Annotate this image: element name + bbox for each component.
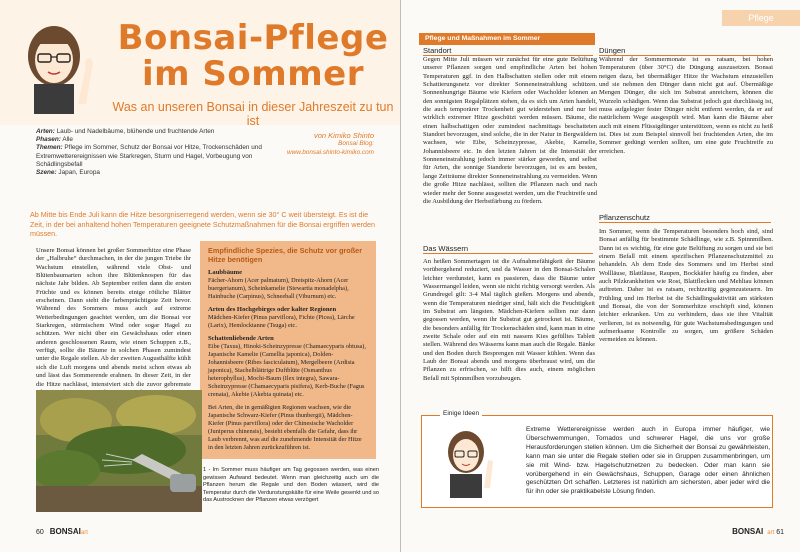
- ideas-box-label: Einige Ideen: [440, 410, 482, 417]
- standort-heading: Standort: [423, 46, 452, 55]
- article-meta: [36, 128, 276, 177]
- body-text: Unsere Bonsai können bei großer Sommerhitze eine Phase der „Halbruhe“ durchmachen, in der die jungen Triebe ihr Wachstum einstellen, während viele Obst- und Blütenbaumarten schon ihre Blütenknospen für das nächste Jahr bilden. Ab September reifen dann die ersten Früchte und es können bereits einige rötliche Blätter erscheinen. Dann steht die farbenprächtigste Zeit bevor. Während des Sommers muss auch auf extreme Wetterbedingungen geachtet werden, um die Bonsai vor Starkregen, stürmischem Wind oder sogar Hagel zu schützen. Wer nicht über ein Gewächshaus oder einen anderen geschlossenen Raum, wie einen Schuppen z.B., verfügt, sollte die Bäume in solchen Phasen zumindest unter die Regale stellen. Ab der zweiten Augusthälfte kühlt sich die Luft morgens und abends meist schon etwas ab und lässt das Sommerende erahnen. In dieser Zeit, in der die Hitze nachlässt, intensiviert sich die zuvor gebremste: [36, 247, 191, 388]
- left-footer: [36, 527, 88, 536]
- lead-paragraph: Ab Mitte bis Ende Juli kann die Hitze besorgniserregend werden, wenn sie 30° C weit übersteigt. Es ist die Zeit, in der bei anhaltend hohen Temperaturen geeignete Schutzmaßnahmen für die Bonsai ergriffen werden müssen.: [30, 210, 375, 239]
- magazine-logo-suffix-left: art: [80, 530, 88, 536]
- sidebar-heading-hochgebirge: Arten des Hochgebirges oder kalter Regionen: [208, 306, 337, 314]
- sidebar-heading-schatten: Schattenliebende Arten: [208, 335, 274, 343]
- wassern-column: [423, 258, 595, 383]
- page-number-left: 60: [36, 529, 44, 536]
- pflanzenschutz-text: Im Sommer, wenn die Temperaturen besonders hoch sind, sind Bonsai anfällig für bestimmte Schädlinge, wie z.B. Spinnmilben. Dann ist es wichtig, für eine gute Belüftung zu sorgen und sie bei einem Befall mit einem spezifischen Pflanzenschutzmittel zu behandeln. Ab dem Ende des Sommers und im Herbst sind Wollläuse, Blattläuse, Raupen, Bockkäfer häufig zu finden, aber auch Pilzkrankheiten wie Rost, Blattflecken und Mehltau können auftreten. Daher ist es ratsam, rechtzeitig gegenzusteuern. Im Frühling und im Herbst ist die Schädlingsaktivität am stärksten und Bonsai, die von der Sommerhitze erschöpft sind, können leichter erkranken. Um zu verhindern, dass sie ihre Vitalität verlieren, ist es notwendig, für gute Wachstumsbedingungen und aufmerksame Kontrolle zu sorgen, um größere Schäden vermeiden zu können.: [599, 228, 773, 344]
- article-subtitle: Was an unseren Bonsai in dieser Jahreszeit zu tun ist: [112, 100, 394, 128]
- author-name: von Kimiko Shinto: [313, 131, 374, 140]
- article-title: [108, 20, 398, 92]
- ideas-avatar-illustration: [440, 426, 496, 498]
- sidebar-text-schatten: Eibe (Taxus), Hinoki-Scheinzypresse (Chamaecyparis obtusa), Japanische Kamelie (Camellia japonica), Dolden-Johannisbeere (Ribes fasciculatum), Mergelbeere (Ardisia japonica), Stachelblättrige Duftblüte (Osmanthus heterophyllus), Mochi-Baum (Ilex integra), Sawara-Scheinzypresse (Chamaecyparis pisifera), Kerb-Buche (Fagus crenata), Akebie (Akebia quinata) etc.: [208, 343, 366, 399]
- pflanzenschutz-rule: [599, 222, 771, 223]
- author-avatar-illustration: [8, 14, 100, 114]
- magazine-logo-right: BONSAI: [732, 527, 764, 536]
- wassern-text: An heißen Sommertagen ist die Aufnahmefähigkeit der Bäume vorübergehend reduziert, und da Wasser in den Bonsai-Schalen leichter verdunstet, kann es passieren, dass die Bäume unter Wassermangel leiden, wenn sie nicht richtig versorgt werden. Als Grundregel gilt: 3-4 Mal täglich gießen. Morgens und abends, wenn die Temperaturen niedriger sind, hält sich die Feuchtigkeit im Substrat am längsten. Mädchen-Kiefern sollten nur dann gegossen werden, wenn ihr Substrat gut getrocknet ist. Bäume, die besonders anfällig für Trockenschäden sind, kann man in eine zweite Schale oder auf ein mit nassem Kies gefülltes Tablett stellen. Während des Wässerns kann man auch die Regale. Bänke und den Boden durch Besprengen mit Wasser kühlen. Wenn das Laub der Bonsai abends und morgens überbraust wird, um die Pflanzen zu erfrischen, so hilft dies auch, einem möglichen Befall mit Spinnmilben vorzubeugen.: [423, 258, 595, 382]
- duengen-heading: Düngen: [599, 46, 626, 55]
- watering-photo: [36, 390, 202, 512]
- sidebar-text-laubbaeume: Fächer-Ahorn (Acer palmatum), Dreispitz-Ahorn (Acer buergerianum), Scheinkamelie (Stewartia monadelpha), Hainbuche (Carpinus), Schneeball (Viburnum) etc.: [208, 277, 349, 301]
- pflanzenschutz-heading: Pflanzenschutz: [599, 213, 650, 222]
- meta-themen: Themen: Pflege im Sommer, Schutz der Bonsai vor Hitze, Trockenschäden und Extremwetterereignissen wie Starkregen, Sturm und Hagel, Vorbeugung von Schädlingsbefall: [36, 144, 262, 168]
- meta-szene: Szene: Japan, Europa: [36, 169, 100, 177]
- ideas-box: [421, 410, 773, 508]
- article-title-line2: im Sommer: [142, 54, 364, 94]
- photo-caption: 1 - Im Sommer muss häufiger am Tag gegossen werden, was einen gewissen Aufwand bedeutet. Wenn man gleichzeitig auch um die Pflanzen herum die Regale und den Boden wässert, wird die Temperatur durch die Verdunstungskälte für eine Weile gesenkt und so das Austrocknen der Pflanzen etwas verzögert: [203, 467, 379, 504]
- standort-column: [423, 56, 597, 206]
- blog-label: Bonsai Blog:: [338, 140, 374, 148]
- meta-phasen: Phasen: Alle: [36, 136, 73, 144]
- sidebar-title: Empfindliche Spezies, die Schutz vor großer Hitze benötigen: [208, 246, 363, 264]
- meta-arten: Arten: Laub- und Nadelbäume, blühende und fruchtende Arten: [36, 128, 215, 135]
- magazine-logo-left: BONSAI: [49, 527, 81, 536]
- wassern-rule: [423, 253, 593, 254]
- sidebar-text-hochgebirge: Mädchen-Kiefer (Pinus parviflora), Fichte (Picea), Lärche (Larix), Hemlocktanne (Tsuga) etc.: [208, 314, 355, 330]
- sidebar-heading-laubbaeume: Laubbäume: [208, 269, 243, 277]
- wassern-heading: Das Wässern: [423, 244, 469, 253]
- duengen-column: [599, 56, 773, 156]
- article-title-line1: Bonsai-Pflege: [117, 18, 389, 58]
- right-footer: [732, 527, 784, 536]
- species-sidebar: [200, 241, 376, 459]
- author-block: [282, 132, 374, 157]
- blog-url[interactable]: www.bonsai.shinto-kimiko.com: [286, 148, 374, 156]
- section-tab: Pflege: [722, 10, 800, 26]
- magazine-logo-suffix-right: art: [767, 530, 775, 536]
- right-page: [401, 0, 800, 552]
- sidebar-endnote: Bei Arten, die in gemäßigten Regionen wachsen, wie die Japanische Schwarz-Kiefer (Pinus thunbergii), Mädchen-Kiefer (Pinus parviflora) oder der Chinesische Wacholder (Juniperus chinensis), besteht ebenfalls die Gefahr, dass ihr Laub verbrennt, was auf die zunehmende Intensität der Hitze in den letzten Jahren zurückzuführen ist.: [208, 404, 362, 452]
- ideas-box-text: Extreme Wetterereignisse werden auch in Europa immer häufiger, wie Überschwemmungen, Tornados und schwerer Hagel, die uns vor große Herausforderungen stellen können. Um die Sicherheit der Bonsai zu gewährleisten, kann man sie unter die Regale stellen oder sie in Gruppen zusammenbringen, um sie mit Wind- bzw. Hagelschutznetzen zu bedecken. Oder man kann sie vorübergehend in ein Gewächshaus, Schuppen, Garage oder einen ähnlichen geschützten Ort schaffen. Letzteres ist natürlich am sichersten, aber jeder wird die für ihn oder sie praktikabelste Lösung finden.: [526, 426, 770, 496]
- page-number-right: 61: [776, 529, 784, 536]
- section-title-bar: Pflege und Maßnahmen im Sommer: [419, 33, 595, 45]
- pflanzenschutz-column: [599, 228, 773, 345]
- standort-text: Gegen Mitte Juli müssen wir zunächst für eine gute Belüftung unserer Pflanzen sorgen und empfindliche Arten bei hohen Temperaturen ggf. in den Halbschatten stellen oder mit einem Schattierungsnetz vor direkter Sonneneinstrahlung schützen. Sonnenhungrige Bäume wie Kiefern oder Wacholder können an den sonnigsten Regalplätzen stehen, da es sich um Arten handelt, die auch temporärer Trockenheit gut widerstehen und nur bei wirklich extremer Hitze geschützt werden müssen. Bäume, die einen halbschattigen oder zumindest nachmittags beschatteten Standort bevorzugen, sind solche, die in der Natur in Bergwäldern wachsen, wie Eibe, Scheinzypresse, Akebie, Kamelie, Johannisbeere etc. In den letzten Jahren ist die Intensität der Sonneneinstrahlung jedoch immer stärker geworden, und selbst für Arten, die sonnige Standorte bevorzugen, ist es am besten, lange Zeiträume direkter Sonneneinstrahlung zu vermeiden. Wenn die große Hitze nachlässt, sollten die Pflanzen nach und nach wieder mehr der Sonne ausgesetzt werden, um die Fruchtreife und die Ausbildung der Herbstfärbung zu fördern.: [423, 56, 597, 205]
- duengen-text: Während der Sommermonate ist es ratsam, bei hohen Temperaturen (über 30°C) die Düngung auszusetzen. Bonsai neigen dazu, bei übermäßiger Hitze ihr Wachstum einzustellen und sie nehmen den Dünger dann nicht gut auf. Übermäßige Mengen Dünger, die sich im Substrat anreichern, können die Wurzeln schädigen. Wenn das Substrat jedoch gut durchlässig ist, muss aufgelegter fester Dünger nicht entfernt werden, da er auf natürlichem Wege ausgespült wird. Man kann die Bäume aber auch mit einem Flüssigdünger unterstützen, wenn es nicht zu heiß ist. Dies ist zum Beispiel sinnvoll bei fruchtenden Arten, die im Sommer gedüngt werden sollten, um eine gute Fruchtreife zu erreichen.: [599, 56, 773, 155]
